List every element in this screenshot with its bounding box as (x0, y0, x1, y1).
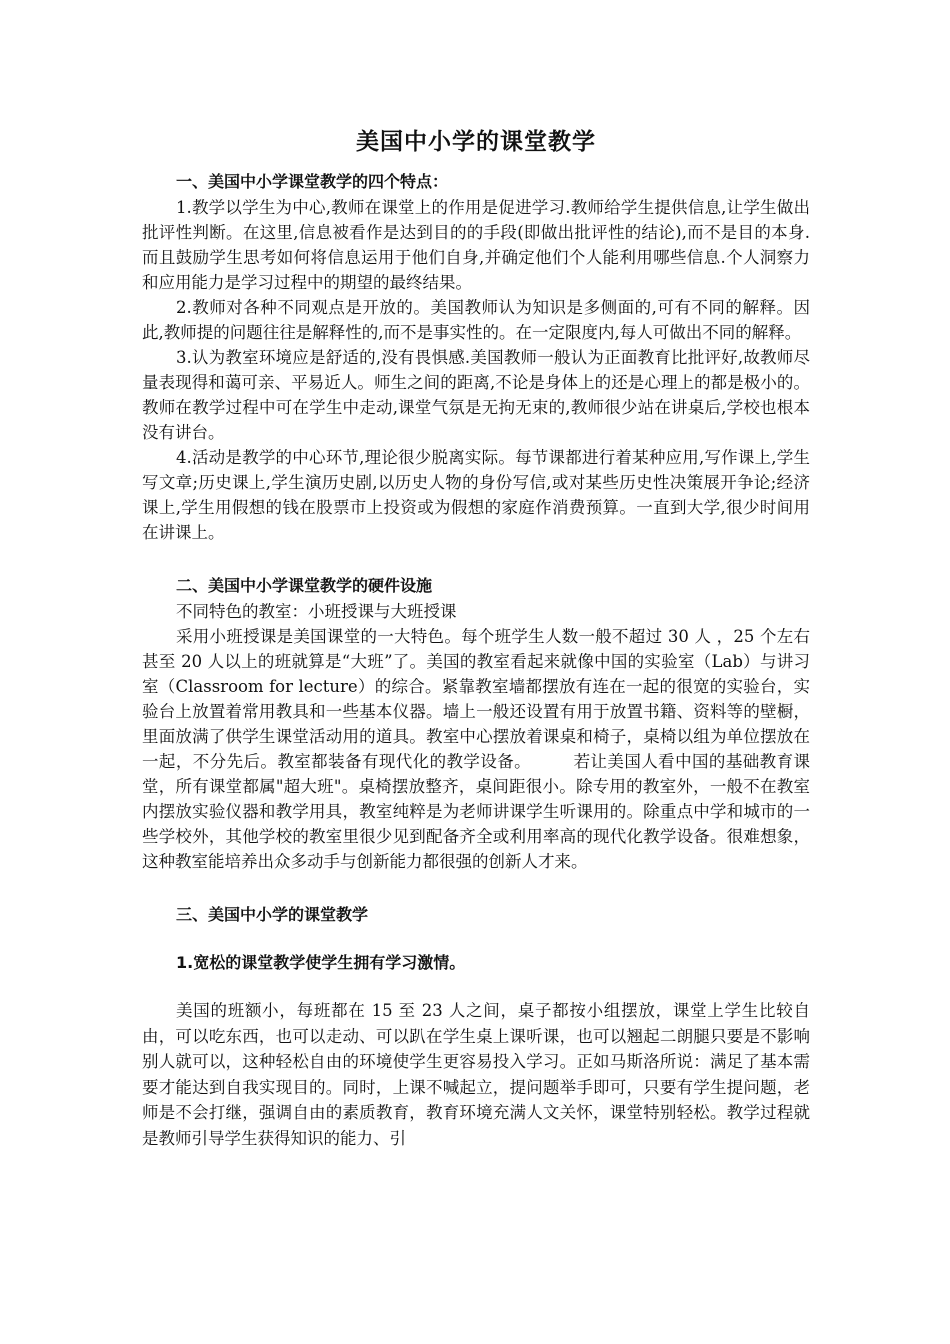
section-1-paragraph-2: 2.教师对各种不同观点是开放的。美国教师认为知识是多侧面的,可有不同的解释。因此,教师提的问题往往是解释性的,而不是事实性的。在一定限度内,每人可做出不同的解释。 (142, 298, 810, 342)
section-2-heading: 二、美国中小学课堂教学的硬件设施 (176, 576, 433, 595)
spacer (142, 976, 810, 998)
section-2-subheading: 不同特色的教室：小班授课与大班授课 (176, 602, 457, 621)
page-title: 美国中小学的课堂教学 (356, 129, 596, 155)
section-1-paragraph-4: 4.活动是教学的中心环节,理论很少脱离实际。每节课都进行着某种应用,写作课上,学生写文章;历史课上,学生演历史剧,以历史人物的身份写信,或对某些历史性决策展开争论;经济课上,学生用假想的钱在股票市上投资或为假想的家庭作消费预算。一直到大学,很少时间用在讲课上。 (142, 448, 810, 542)
spacer (142, 874, 810, 902)
section-3-paragraph: 美国的班额小，每班都在 15 至 23 人之间，桌子都按小组摆放，课堂上学生比较自由，可以吃东西，也可以走动、可以趴在学生桌上课听课，也可以翘起二朗腿只要是不影响别人就可以，这种轻松自由的环境使学生更容易投入学习。正如马斯洛所说：满足了基本需要才能达到自我实现目的。同时，上课不喊起立，提问题举手即可，只要有学生提问题，老师是不会打继，强调自由的素质教育，教育环境充满人文关怀，课堂特别轻松。教学过程就是教师引导学生获得知识的能力、引 (142, 1001, 810, 1148)
spacer (142, 928, 810, 950)
section-1-paragraph-1: 1.教学以学生为中心,教师在课堂上的作用是促进学习.教师给学生提供信息,让学生做出批评性判断。在这里,信息被看作是达到目的的手段(即做出批评性的结论),而不是目的本身.而且鼓励学生思考如何将信息运用于他们自身,并确定他们个人能利用哪些信息.个人洞察力和应用能力是学习过程中的期望的最终结果。 (142, 198, 810, 292)
document-page (142, 128, 810, 1151)
section-1-heading: 一、美国中小学课堂教学的四个特点： (176, 172, 449, 191)
section-3-subheading: 1.宽松的课堂教学使学生拥有学习激情。 (176, 953, 466, 972)
section-2-paragraph: 采用小班授课是美国课堂的一大特色。每个班学生人数一般不超过 30 人 ，25 个左右甚至 20 人以上的班就算是“大班”了。美国的教室看起来就像中国的实验室（Lab）与讲习室（Classroom for lecture）的综合。紧靠教室墙都摆放有连在一起的很宽的实验台，实验台上放置着常用教具和一些基本仪器。墙上一般还设置有用于放置书籍、资料等的壁橱，里面放满了供学生课堂活动用的道具。教室中心摆放着课桌和椅子，桌椅以组为单位摆放在一起，不分先后。教室都装备有现代化的教学设备。 若让美国人看中国的基础教育课堂，所有课堂都属"超大班"。桌椅摆放整齐，桌间距很小。除专用的教室外，一般不在教室内摆放实验仪器和教学用具，教室纯粹是为老师讲课学生听课用的。除重点中学和城市的一些学校外，其他学校的教室里很少见到配备齐全或利用率高的现代化教学设备。很难想象，这种教室能培养出众多动手与创新能力都很强的创新人才来。 (142, 627, 810, 871)
spacer (142, 545, 810, 573)
section-1-paragraph-3: 3.认为教室环境应是舒适的,没有畏惧感.美国教师一般认为正面教育比批评好,故教师尽量表现得和蔼可亲、平易近人。师生之间的距离,不论是身体上的还是心理上的都是极小的。教师在教学过程中可在学生中走动,课堂气氛是无拘无束的,教师很少站在讲桌后,学校也根本没有讲台。 (142, 348, 810, 442)
section-3-heading: 三、美国中小学的课堂教学 (176, 905, 369, 924)
